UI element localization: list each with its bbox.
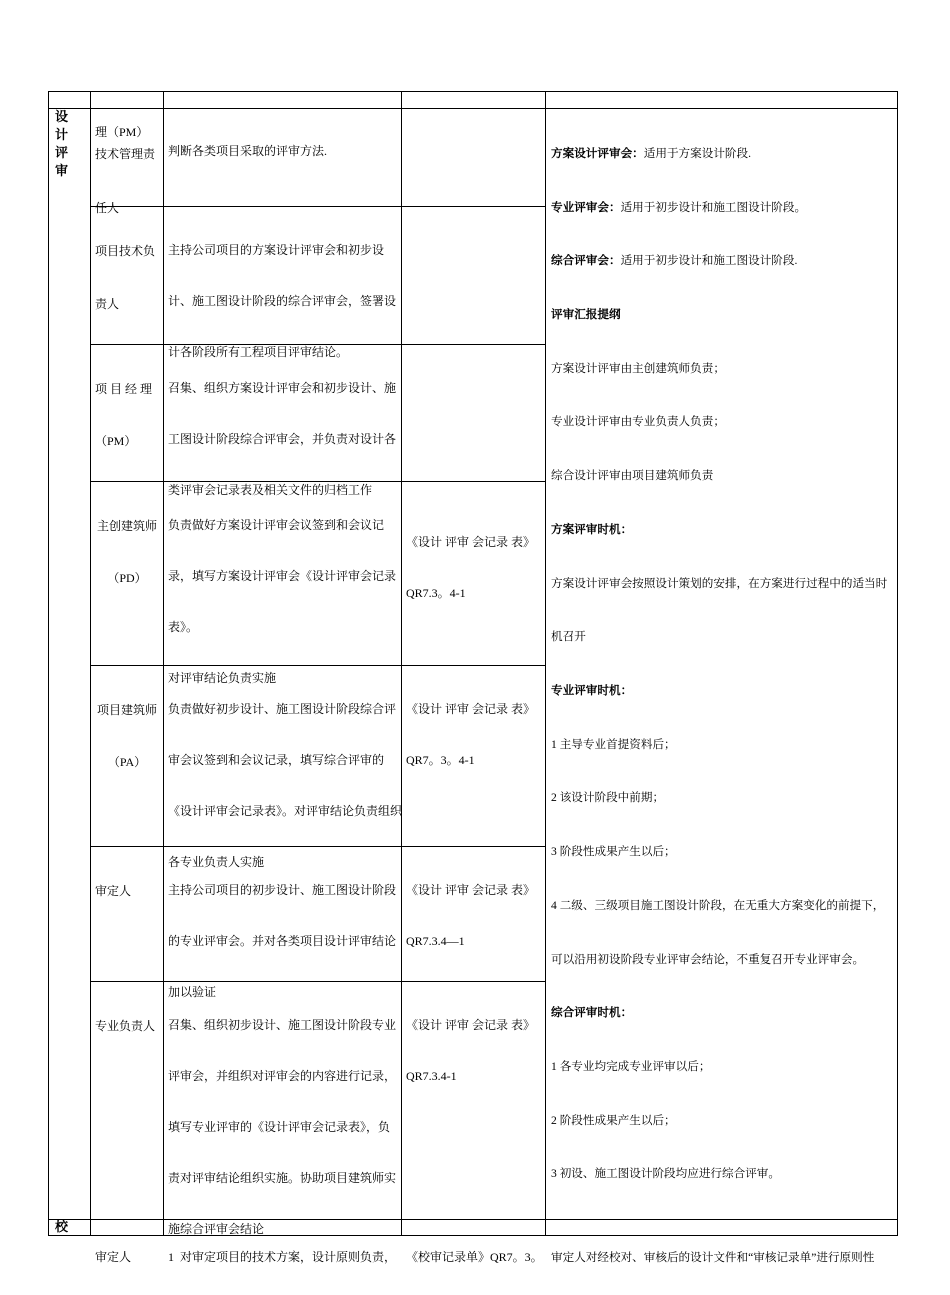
note-heading: 评审汇报提纲 — [551, 306, 621, 321]
role-line: 任人 — [95, 201, 120, 215]
duty-line: 主持公司项目的初步设计、施工图设计阶段 — [168, 883, 397, 898]
role-line: 审定人 — [95, 1250, 132, 1265]
duty-line: 主持公司项目的方案设计评审会和初步设 — [168, 243, 385, 258]
section-label: 校 — [55, 1220, 69, 1236]
record-line: 《校审记录单》QR7。3。 — [406, 1250, 543, 1265]
section-label: 设计评审 — [55, 110, 69, 179]
record-line: 《设计 评审 会记录 表》 — [406, 701, 536, 716]
note-line: 2 该设计阶段中前期； — [551, 791, 665, 805]
role-line: 主创建筑师 — [96, 518, 157, 533]
duty-line: 召集、组织初步设计、施工图设计阶段专业 — [168, 1017, 397, 1032]
duty-line: 审会议签到和会议记录，填写综合评审的 — [168, 752, 385, 767]
duty-cell — [164, 981, 402, 1236]
duty-line: 加以验证 — [168, 985, 217, 1000]
role-line: 技术管理责 — [95, 147, 156, 161]
role-cell — [91, 92, 164, 139]
duty-line: 填写专业评审的《设计评审会记录表》，负 — [168, 1119, 391, 1134]
record-line: QR7.3。4-1 — [406, 585, 466, 600]
review-responsibility-table — [48, 91, 898, 1265]
record-line: 《设计 评审 会记录 表》 — [406, 883, 536, 898]
note-line: 3 阶段性成果产生以后； — [551, 845, 676, 859]
record-cell — [402, 481, 546, 665]
table-grid — [48, 91, 898, 1265]
duty-cell — [164, 665, 403, 869]
duty-line: 判断各类项目采取的评审方法. — [168, 144, 328, 158]
record-line: QR7.3.4—1 — [406, 934, 465, 949]
role-line: 项目建筑师 — [96, 702, 157, 717]
note-line: 专业设计评审由专业负责人负责； — [551, 415, 725, 429]
duty-line: 召集、组织方案设计评审会和初步设计、施 — [168, 380, 397, 395]
duty-line: 的专业评审会。并对各类项目设计评审结论 — [168, 934, 397, 949]
record-cell — [402, 92, 546, 109]
note-line: 1 各专业均完成专业评审以后； — [551, 1060, 711, 1074]
note-line — [551, 145, 895, 163]
record-line: QR7。3。4-1 — [406, 752, 475, 767]
table-row — [49, 109, 898, 207]
note-line — [551, 252, 895, 270]
note-line: 方案设计评审由主创建筑师负责； — [551, 361, 725, 375]
role-cell — [91, 344, 164, 481]
note-heading: 专业评审时机： — [551, 683, 633, 697]
role-line: 项 目 经 理 — [95, 381, 153, 396]
duty-line: 计各阶段所有工程项目评审结论。 — [168, 345, 349, 360]
note-heading: 综合评审时机： — [551, 1005, 633, 1020]
duty-line: 评审会，并组织对评审会的内容进行记录， — [168, 1068, 397, 1083]
duty-line: 施综合评审会结论 — [168, 1221, 265, 1236]
notes-cell — [546, 109, 898, 1220]
note-label: 专业评审会： — [551, 199, 621, 214]
notes-block — [546, 109, 897, 1219]
record-cell — [402, 981, 546, 1219]
role-cell — [91, 847, 164, 982]
duty-line: 负责做好方案设计评审会议签到和会议记 — [168, 517, 385, 532]
record-line: QR7.3.4-1 — [406, 1068, 457, 1083]
duty-cell — [164, 109, 402, 207]
role-cell — [91, 665, 164, 846]
section-cell — [49, 92, 91, 109]
role-line: （PA） — [107, 755, 147, 770]
duty-line: 各专业负责人实施 — [168, 854, 265, 869]
note-text: 适用于方案设计阶段. — [643, 146, 752, 160]
record-line: 《设计 评审 会记录 表》 — [406, 534, 536, 549]
record-cell — [402, 665, 546, 846]
role-line: 项目技术负 — [95, 244, 156, 259]
role-line: 审定人 — [95, 884, 132, 899]
note-line: 可以沿用初设阶段专业评审会结论，不重复召开专业评审会。 — [551, 952, 865, 966]
record-cell — [402, 207, 546, 344]
notes-cell — [546, 1220, 898, 1265]
record-cell — [402, 1220, 546, 1265]
note-label: 方案设计评审会： — [551, 145, 644, 160]
note-line: 4 二级、三级项目施工图设计阶段，在无重大方案变化的前提下， — [551, 898, 885, 912]
role-cell — [91, 481, 164, 665]
role-cell — [91, 981, 164, 1219]
role-line: 专业负责人 — [95, 1018, 156, 1033]
note-line: 方案设计评审会按照设计策划的安排，在方案进行过程中的适当时 — [551, 576, 888, 590]
record-cell — [402, 847, 546, 982]
duty-line: 工图设计阶段综合评审会，并负责对设计各 — [168, 431, 397, 446]
duty-line: 《设计评审会记录表》。对评审结论负责组织 — [168, 803, 403, 818]
duty-line: 责对评审结论组织实施。协助项目建筑师实 — [168, 1170, 397, 1185]
note-line: 3 初设、施工图设计阶段均应进行综合评审。 — [551, 1167, 780, 1181]
role-line: 责人 — [95, 296, 120, 311]
note-line: 1 主导专业首提资料后； — [551, 737, 676, 751]
duty-line: 表》。 — [168, 619, 199, 634]
role-line: 理（PM） — [95, 125, 149, 139]
duty-line: 1 对审定项目的技术方案，设计原则负责， — [168, 1250, 397, 1265]
record-line: 《设计 评审 会记录 表》 — [406, 1017, 536, 1032]
role-line: （PM） — [95, 434, 137, 449]
note-label: 综合评审会： — [551, 253, 621, 268]
note-line: 审定人对经校对、审核后的设计文件和“审核记录单”进行原则性 — [551, 1251, 875, 1265]
duty-cell — [164, 207, 402, 360]
notes-cell — [546, 92, 898, 109]
role-cell — [91, 1220, 164, 1265]
note-line: 2 阶段性成果产生以后； — [551, 1113, 676, 1127]
duty-line: 录，填写方案设计评审会《设计评审会记录 — [168, 568, 397, 583]
note-line: 综合设计评审由项目建筑师负责 — [551, 469, 714, 483]
record-cell — [402, 109, 546, 207]
note-heading: 方案评审时机： — [551, 521, 633, 536]
duty-line: 类评审会记录表及相关文件的归档工作 — [168, 482, 373, 497]
duty-line: 负责做好初步设计、施工图设计阶段综合评 — [168, 701, 397, 716]
duty-line: 对评审结论负责实施 — [168, 670, 277, 685]
note-line — [551, 199, 895, 217]
duty-cell — [164, 481, 402, 685]
note-text: 适用于初步设计和施工图设计阶段。 — [620, 200, 807, 214]
duty-cell — [164, 92, 402, 109]
section-cell-design-review — [49, 109, 91, 1220]
note-text: 适用于初步设计和施工图设计阶段. — [620, 254, 798, 268]
section-cell-proof — [49, 1220, 91, 1236]
duty-line: 计、施工图设计阶段的综合评审会，签署设 — [168, 294, 397, 309]
role-cell — [91, 207, 164, 344]
role-line: （PD） — [107, 571, 147, 586]
note-line: 机召开 — [551, 630, 586, 644]
table-row — [49, 92, 898, 109]
record-cell — [402, 344, 546, 481]
duty-cell — [164, 344, 402, 497]
